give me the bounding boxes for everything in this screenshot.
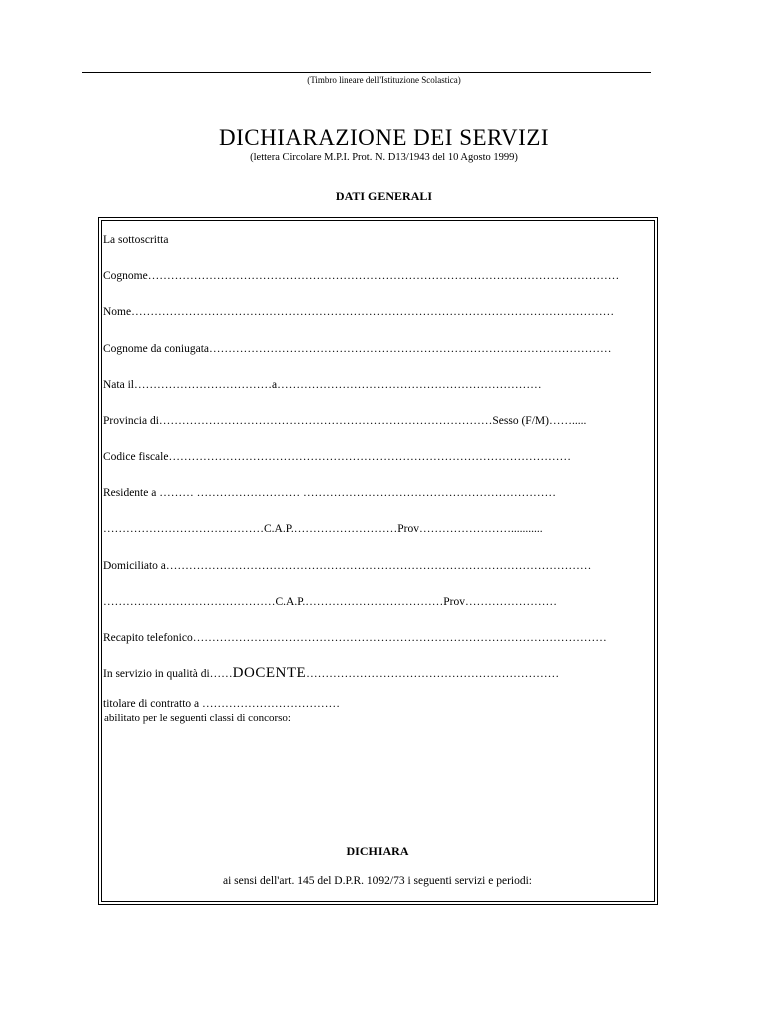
field-residente[interactable]: [103, 487, 556, 499]
servizio-label: In servizio in qualità di: [103, 668, 210, 680]
nata-dots: ………………………………: [133, 379, 272, 391]
domiciliato-prov-dots: ……………………: [464, 596, 557, 608]
field-domiciliato[interactable]: [103, 560, 591, 572]
la-sottoscritta-label: La sottoscritta: [103, 234, 169, 246]
domiciliato-dots: …………………………………………………………………………………………………: [165, 560, 592, 572]
recapito-label: Recapito telefonico: [103, 632, 193, 644]
field-domiciliato-cap[interactable]: [103, 596, 557, 608]
codice-fiscale-label: Codice fiscale: [103, 451, 169, 463]
sesso-dots: …….....: [548, 415, 587, 427]
domiciliato-label: Domiciliato a: [103, 560, 166, 572]
residente-lead-dots: ……………………………………: [103, 523, 264, 535]
residente-dots: ……… ……………………… …………………………………………………………: [159, 487, 556, 499]
sesso-label: Sesso (F/M): [492, 415, 549, 427]
provincia-dots: ……………………………………………………………………………: [158, 415, 493, 427]
domiciliato-prov-label: Prov: [443, 596, 465, 608]
section-heading: DATI GENERALI: [335, 189, 433, 203]
field-nata[interactable]: [103, 379, 542, 391]
domiciliato-cap-label: C.A.P.: [275, 596, 306, 608]
residente-cap-label: C.A.P.: [264, 523, 294, 535]
servizio-lead-dots: ……: [209, 668, 233, 680]
stamp-line: [82, 72, 651, 73]
residente-prov-dots: ……………………...........: [418, 523, 543, 535]
field-recapito[interactable]: [103, 632, 607, 644]
field-residente-cap[interactable]: [103, 523, 543, 535]
field-cognome[interactable]: [103, 270, 619, 282]
page-title: DICHIARAZIONE DEI SERVIZI: [218, 125, 550, 150]
servizio-dots: …………………………………………………………: [306, 668, 560, 680]
stamp-caption: (Timbro lineare dell'Istituzione Scolastica): [307, 75, 461, 85]
residente-cap-dots: ………………………: [293, 523, 398, 535]
field-codice-fiscale[interactable]: [103, 451, 571, 463]
provincia-label: Provincia di: [103, 415, 159, 427]
field-cognome-coniugata[interactable]: [103, 343, 612, 355]
field-servizio[interactable]: [103, 665, 559, 682]
page-subtitle: (lettera Circolare M.P.I. Prot. N. D13/1943 del 10 Agosto 1999): [250, 152, 518, 163]
servizio-value: DOCENTE: [232, 665, 307, 681]
field-nome[interactable]: [103, 306, 614, 318]
titolare-dots: ………………………………: [202, 698, 340, 710]
domiciliato-lead-dots: ………………………………………: [103, 596, 276, 608]
nome-dots: ………………………………………………………………………………………………………………: [131, 306, 615, 318]
abilitato-text: abilitato per le seguenti classi di concorso:: [104, 712, 291, 724]
nata-connector: a: [271, 379, 278, 391]
nata-label: Nata il: [103, 379, 134, 391]
residente-prov-label: Prov: [397, 523, 419, 535]
residente-label: Residente a: [103, 487, 157, 499]
field-provincia[interactable]: [103, 415, 586, 427]
nome-label: Nome: [103, 306, 132, 318]
codice-fiscale-dots: ……………………………………………………………………………………………: [168, 451, 571, 463]
cognome-coniugata-dots: ……………………………………………………………………………………………: [209, 343, 612, 355]
cognome-label: Cognome: [103, 270, 148, 282]
cognome-coniugata-label: Cognome da coniugata: [103, 343, 210, 355]
field-titolare[interactable]: [103, 698, 340, 710]
field-la-sottoscritta: [103, 234, 168, 246]
recapito-dots: ………………………………………………………………………………………………: [192, 632, 607, 644]
domiciliato-cap-dots: ………………………………: [305, 596, 444, 608]
cognome-dots: ……………………………………………………………………………………………………………: [147, 270, 620, 282]
dichiara-heading: DICHIARA: [346, 844, 409, 858]
ai-sensi-text: ai sensi dell'art. 145 del D.P.R. 1092/73 i seguenti servizi e periodi:: [222, 875, 532, 887]
titolare-label: titolare di contratto a: [103, 698, 200, 710]
nata-place-dots: ……………………………………………………………: [277, 379, 542, 391]
